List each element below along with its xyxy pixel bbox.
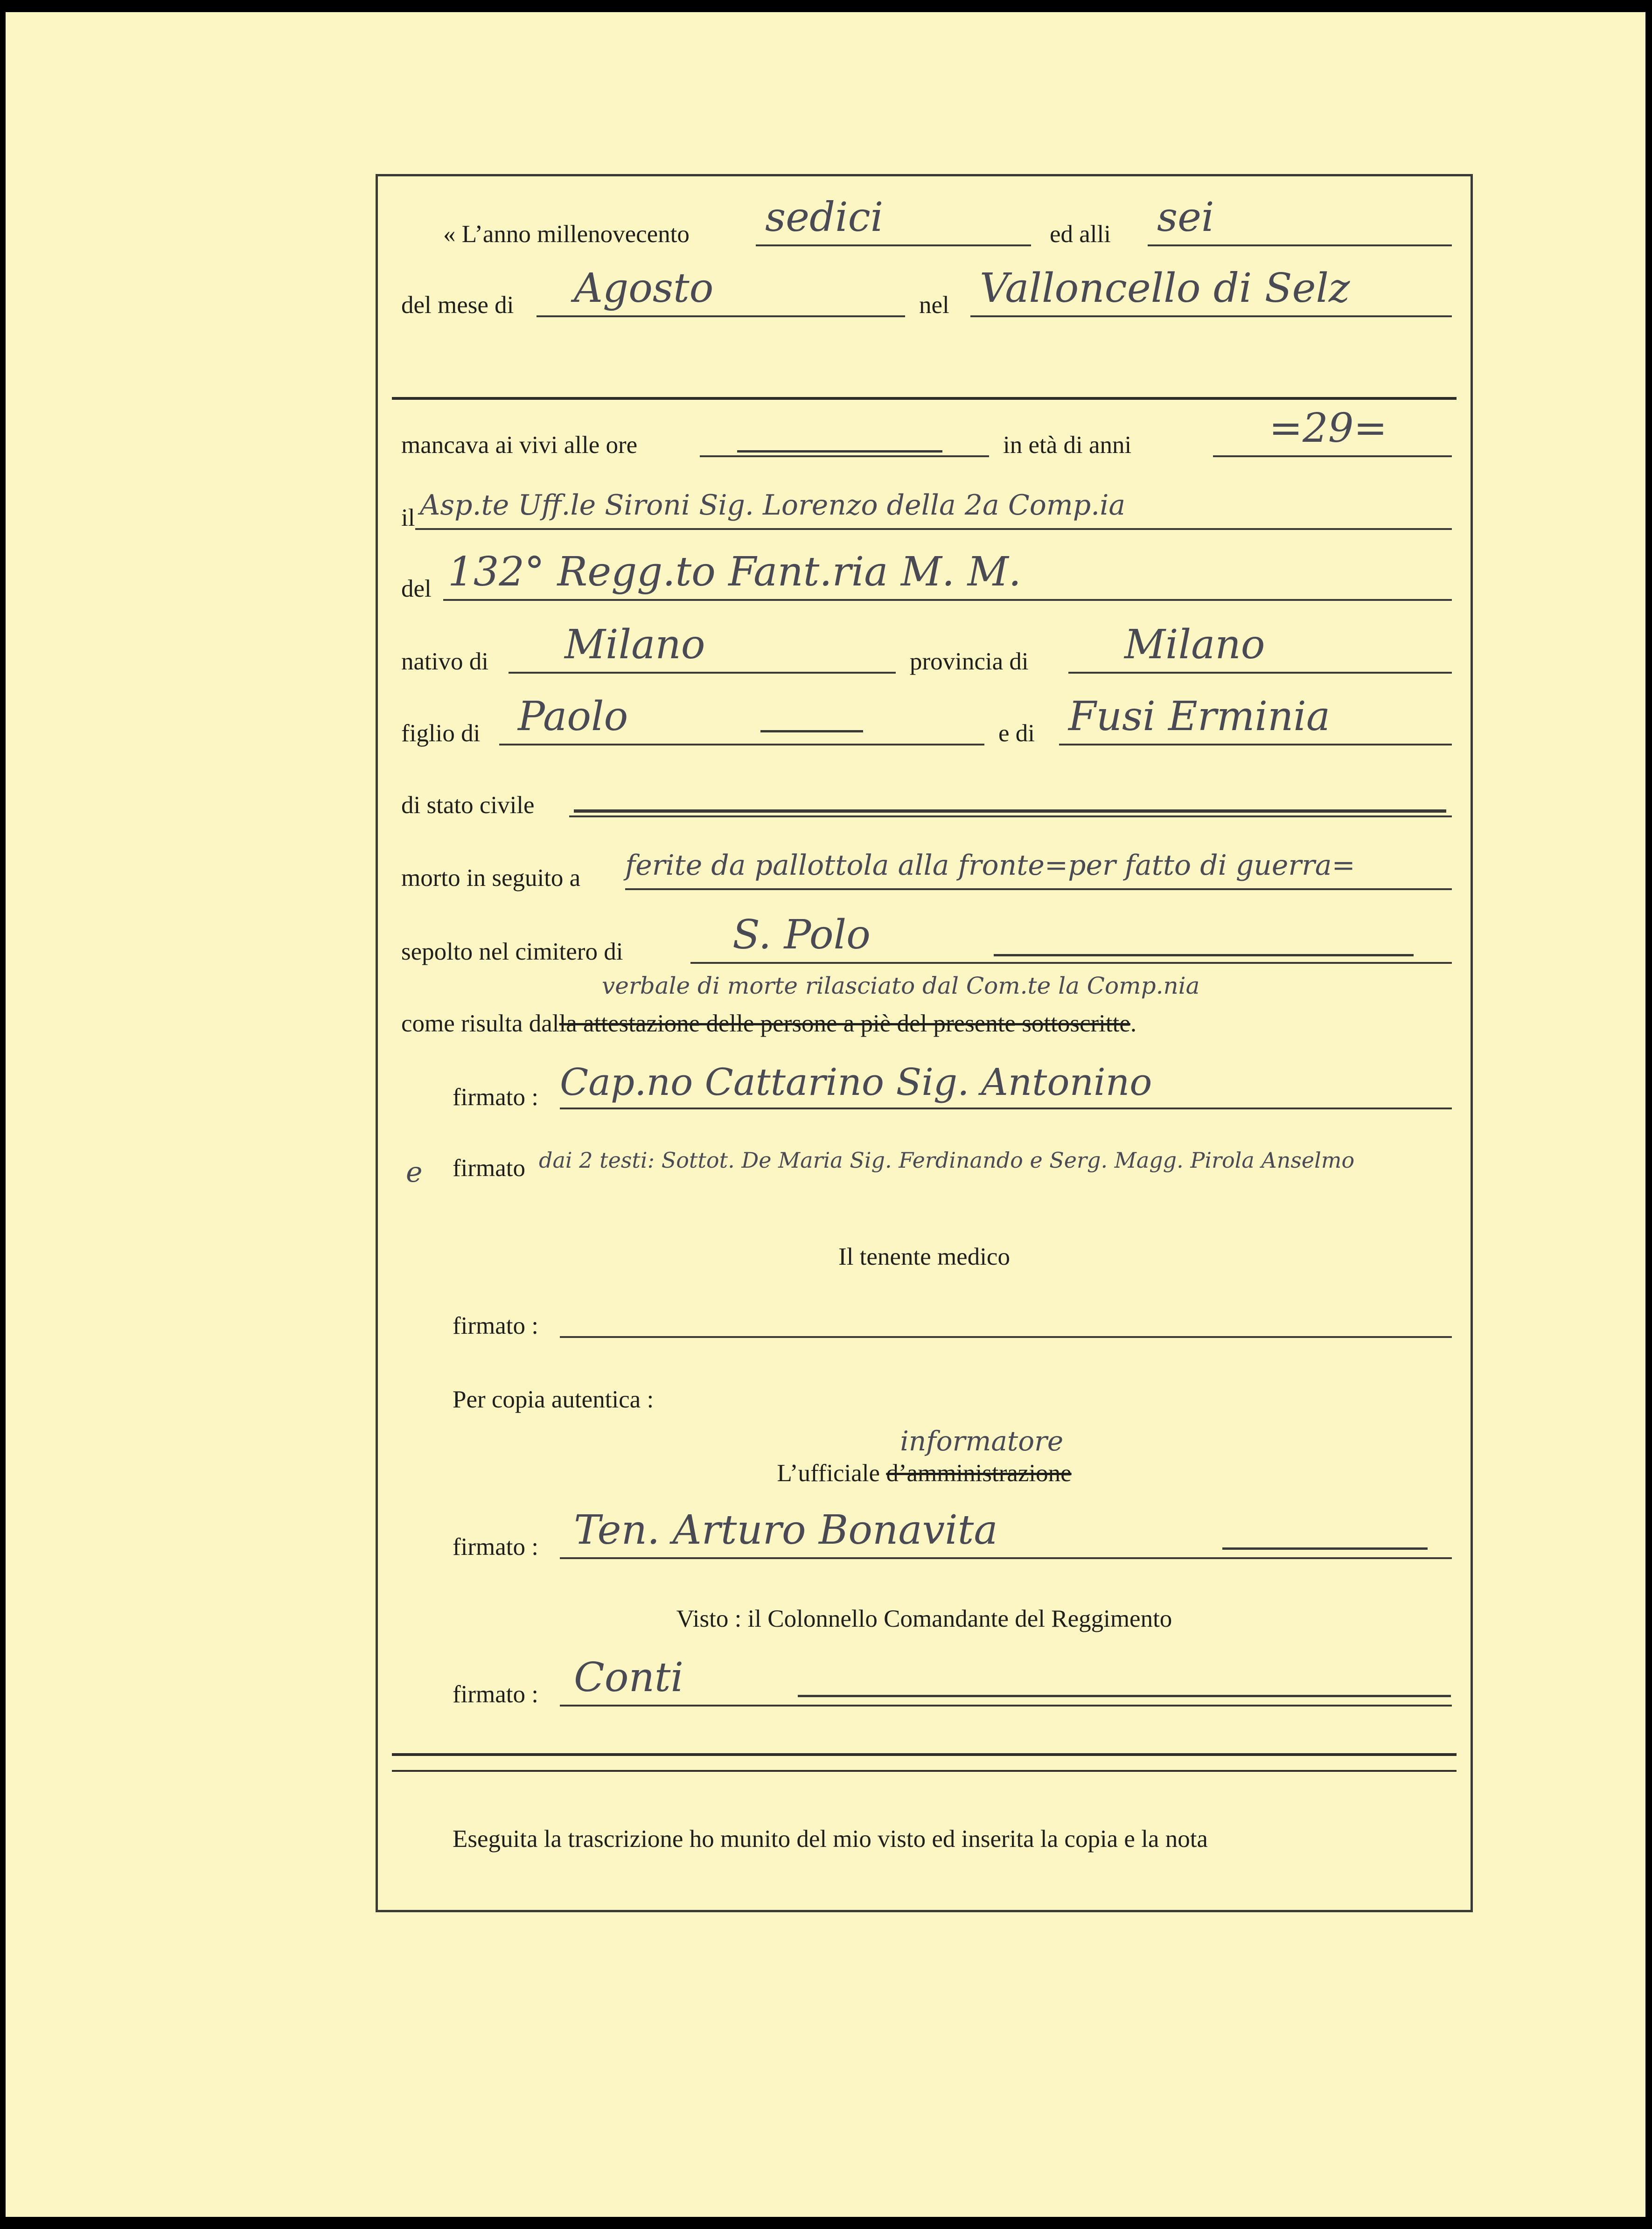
father-dash	[760, 730, 863, 732]
mother-label: e di	[998, 720, 1035, 747]
ufficiale-prefix: L’ufficiale	[777, 1460, 880, 1487]
signed-1-value: Cap.no Cattarino Sig. Antonino	[560, 1060, 1152, 1104]
signed-2-field	[539, 1134, 1452, 1180]
year-value: sedici	[765, 194, 884, 241]
father-field	[499, 693, 984, 745]
day-label: ed alli	[1050, 221, 1111, 248]
burial-field	[690, 912, 1452, 964]
form-line-signed-1	[401, 1060, 1447, 1123]
ufficiale-role	[886, 1425, 1072, 1487]
closing-rule-2	[392, 1770, 1457, 1772]
attestation-label: come risulta dal	[401, 1010, 559, 1037]
hour-label: mancava ai vivi alle ore	[401, 432, 638, 459]
regiment-value: 132° Regg.to Fant.ria M. M.	[448, 549, 1021, 595]
document-sheet	[6, 12, 1645, 2217]
form-line-hour-age	[401, 405, 1447, 471]
birthplace-label: nativo di	[401, 648, 488, 675]
place-label: nel	[919, 292, 949, 319]
ufficiale-signed-value: Ten. Arturo Bonavita	[574, 1507, 998, 1553]
death-record-form	[376, 174, 1473, 1912]
ufficiale-signed-field	[560, 1507, 1452, 1559]
age-field	[1213, 405, 1452, 457]
signed-2-value: dai 2 testi: Sottot. De Maria Sig. Ferdinando e Serg. Magg. Pirola Anselmo	[539, 1148, 1355, 1173]
cause-value: ferite da pallottola alla fronte=per fatto di guerra=	[625, 849, 1355, 882]
name-label: il	[401, 504, 415, 531]
month-label: del mese di	[401, 292, 514, 319]
civil-status-label: di stato civile	[401, 792, 535, 819]
year-label: « L’anno millenovecento	[443, 221, 690, 248]
civil-status-dash	[574, 809, 1446, 813]
name-value: Asp.te Uff.le Sironi Sig. Lorenzo della 2a Comp.ia	[420, 489, 1126, 522]
signed-2-label: firmato	[453, 1155, 525, 1182]
month-field	[537, 265, 905, 317]
form-footer	[401, 1809, 1447, 1865]
month-value: Agosto	[574, 265, 714, 312]
visto-signed-label: firmato :	[453, 1681, 538, 1708]
closing-rule-1	[392, 1753, 1457, 1756]
attestation-text	[401, 1010, 1136, 1038]
visto-title: Visto : il Colonnello Comandante del Reggimento	[676, 1605, 1172, 1632]
year-field	[756, 194, 1031, 246]
province-label: provincia di	[910, 648, 1029, 675]
form-line-attestation	[401, 972, 1447, 1050]
burial-value: S. Polo	[732, 912, 871, 958]
province-field	[1068, 621, 1452, 674]
father-label: figlio di	[401, 720, 481, 747]
medico-signed-field	[560, 1289, 1452, 1338]
visto-signed-value: Conti	[574, 1654, 684, 1701]
father-value: Paolo	[518, 693, 628, 740]
place-field	[970, 265, 1452, 317]
form-line-ufficiale-signed	[401, 1507, 1447, 1573]
ufficiale-dash	[1222, 1547, 1428, 1550]
signed-1-label: firmato :	[453, 1084, 538, 1111]
form-line-year	[401, 194, 1447, 260]
form-line-civil-status	[401, 775, 1447, 831]
mother-field	[1059, 693, 1452, 745]
form-line-birthplace	[401, 621, 1447, 688]
form-line-burial	[401, 912, 1447, 978]
visto-dash	[798, 1695, 1451, 1697]
visto-signed-field	[560, 1654, 1452, 1707]
form-line-month	[401, 265, 1447, 331]
burial-dash	[994, 954, 1414, 956]
mother-value: Fusi Erminia	[1068, 693, 1331, 740]
province-value: Milano	[1124, 621, 1265, 668]
hour-field	[700, 409, 989, 457]
ufficiale-signed-label: firmato :	[453, 1533, 538, 1560]
day-value: sei	[1157, 194, 1214, 241]
form-line-copia	[401, 1370, 1447, 1426]
name-field	[415, 481, 1452, 530]
ufficiale-insertion: informatore	[900, 1425, 1064, 1457]
form-line-parents	[401, 693, 1447, 759]
hour-dash	[737, 450, 942, 453]
signed-1-field	[560, 1061, 1452, 1109]
day-field	[1148, 194, 1452, 246]
copia-label: Per copia autentica :	[453, 1386, 654, 1413]
burial-label: sepolto nel cimitero di	[401, 938, 623, 965]
margin-e: e	[406, 1156, 423, 1189]
birthplace-value: Milano	[565, 621, 705, 668]
ufficiale-struck: d’amministrazione	[886, 1460, 1072, 1487]
age-label: in età di anni	[1003, 432, 1132, 459]
footer-text: Eseguita la trascrizione ho munito del mio visto ed inserita la copia e la nota	[453, 1825, 1208, 1853]
form-line-visto-signed	[401, 1654, 1447, 1721]
separator-rule	[392, 397, 1457, 400]
form-line-medico-signed	[401, 1296, 1447, 1352]
regiment-label: del	[401, 575, 432, 602]
form-line-cause	[401, 848, 1447, 904]
age-value: =29=	[1269, 405, 1387, 452]
attestation-insertion: verbale di morte rilasciato dal Com.te la Comp.nia	[602, 972, 1200, 999]
medico-signed-label: firmato :	[453, 1312, 538, 1339]
ufficiale-title	[378, 1425, 1471, 1487]
medico-title: Il tenente medico	[838, 1243, 1010, 1270]
form-line-signed-2	[401, 1138, 1447, 1194]
cause-field	[625, 842, 1452, 890]
attestation-suffix: .	[1130, 1010, 1137, 1037]
attestation-struck: la attestazione delle persone a piè del presente sottoscritte	[559, 1010, 1130, 1037]
form-line-regiment	[401, 549, 1447, 615]
cause-label: morto in seguito a	[401, 864, 581, 892]
place-value: Valloncello di Selz	[980, 265, 1350, 312]
civil-status-field	[569, 769, 1452, 817]
form-line-name	[401, 488, 1447, 544]
regiment-field	[443, 549, 1452, 601]
birthplace-field	[509, 621, 896, 674]
